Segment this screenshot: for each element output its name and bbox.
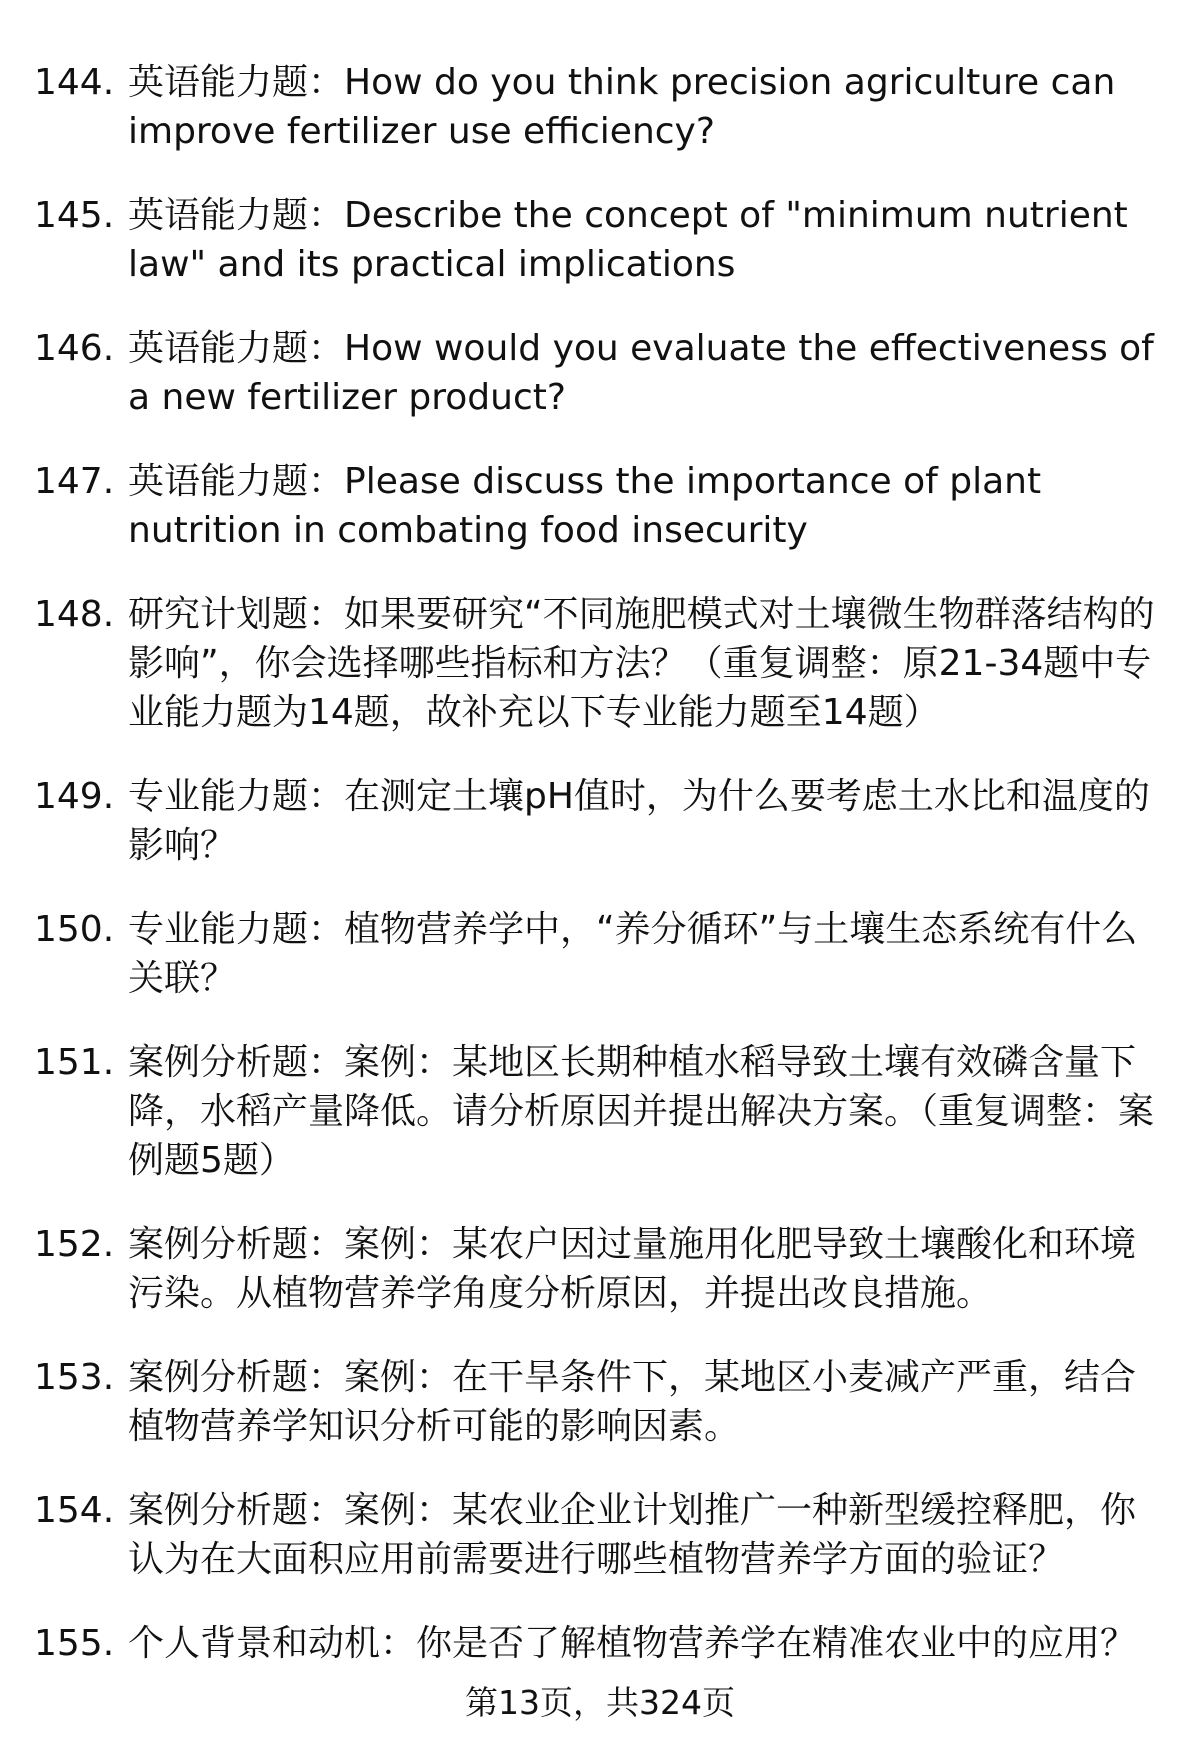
question-number: 150. <box>34 909 115 950</box>
question-item <box>34 1220 1164 1318</box>
question-item <box>34 772 1164 870</box>
question-number: 146. <box>34 328 115 369</box>
question-item <box>34 191 1164 289</box>
question-item <box>34 1619 1164 1668</box>
question-text: 专业能力题：植物营养学中，“养分循环”与土壤生态系统有什么关联？ <box>128 909 1138 999</box>
question-item <box>34 1353 1164 1451</box>
question-text: 案例分析题：案例：在干旱条件下，某地区小麦减产严重，结合植物营养学知识分析可能的影响因素。 <box>128 1357 1137 1447</box>
question-text: 英语能力题：How do you think precision agriculture can improve fertilizer use efficiency? <box>128 62 1116 152</box>
question-number: 147. <box>34 461 115 502</box>
question-text: 案例分析题：案例：某农户因过量施用化肥导致土壤酸化和环境污染。从植物营养学角度分析原因，并提出改良措施。 <box>128 1224 1137 1314</box>
question-text: 案例分析题：案例：某地区长期种植水稻导致土壤有效磷含量下降，水稻产量降低。请分析原因并提出解决方案。（重复调整：案例题5题） <box>128 1042 1155 1181</box>
question-number: 148. <box>34 594 115 635</box>
question-item <box>34 58 1164 156</box>
question-item <box>34 590 1164 737</box>
question-text: 英语能力题：Describe the concept of "minimum nutrient law" and its practical implications <box>128 195 1128 285</box>
question-text: 研究计划题：如果要研究“不同施肥模式对土壤微生物群落结构的影响”，你会选择哪些指标和方法？（重复调整：原21-34题中专业能力题为14题，故补充以下专业能力题至14题） <box>128 594 1155 733</box>
question-item <box>34 324 1164 422</box>
page-footer: 第13页，共324页 <box>465 1683 735 1722</box>
question-item <box>34 457 1164 555</box>
question-text: 个人背景和动机：你是否了解植物营养学在精准农业中的应用？ <box>128 1623 1137 1664</box>
question-item <box>34 1038 1164 1185</box>
question-number: 144. <box>34 62 115 103</box>
question-number: 149. <box>34 776 115 817</box>
question-text: 案例分析题：案例：某农业企业计划推广一种新型缓控释肥，你认为在大面积应用前需要进行哪些植物营养学方面的验证？ <box>128 1490 1137 1580</box>
question-number: 151. <box>34 1042 115 1083</box>
question-list <box>34 58 1164 1703</box>
question-number: 155. <box>34 1623 115 1664</box>
question-number: 152. <box>34 1224 115 1265</box>
question-item <box>34 1486 1164 1584</box>
question-text: 英语能力题：How would you evaluate the effectiveness of a new fertilizer product? <box>128 328 1154 418</box>
question-number: 153. <box>34 1357 115 1398</box>
question-text: 英语能力题：Please discuss the importance of plant nutrition in combating food insecurity <box>128 461 1042 551</box>
question-text: 专业能力题：在测定土壤pH值时，为什么要考虑土水比和温度的影响？ <box>128 776 1150 866</box>
question-item <box>34 905 1164 1003</box>
question-number: 154. <box>34 1490 115 1531</box>
question-number: 145. <box>34 195 115 236</box>
